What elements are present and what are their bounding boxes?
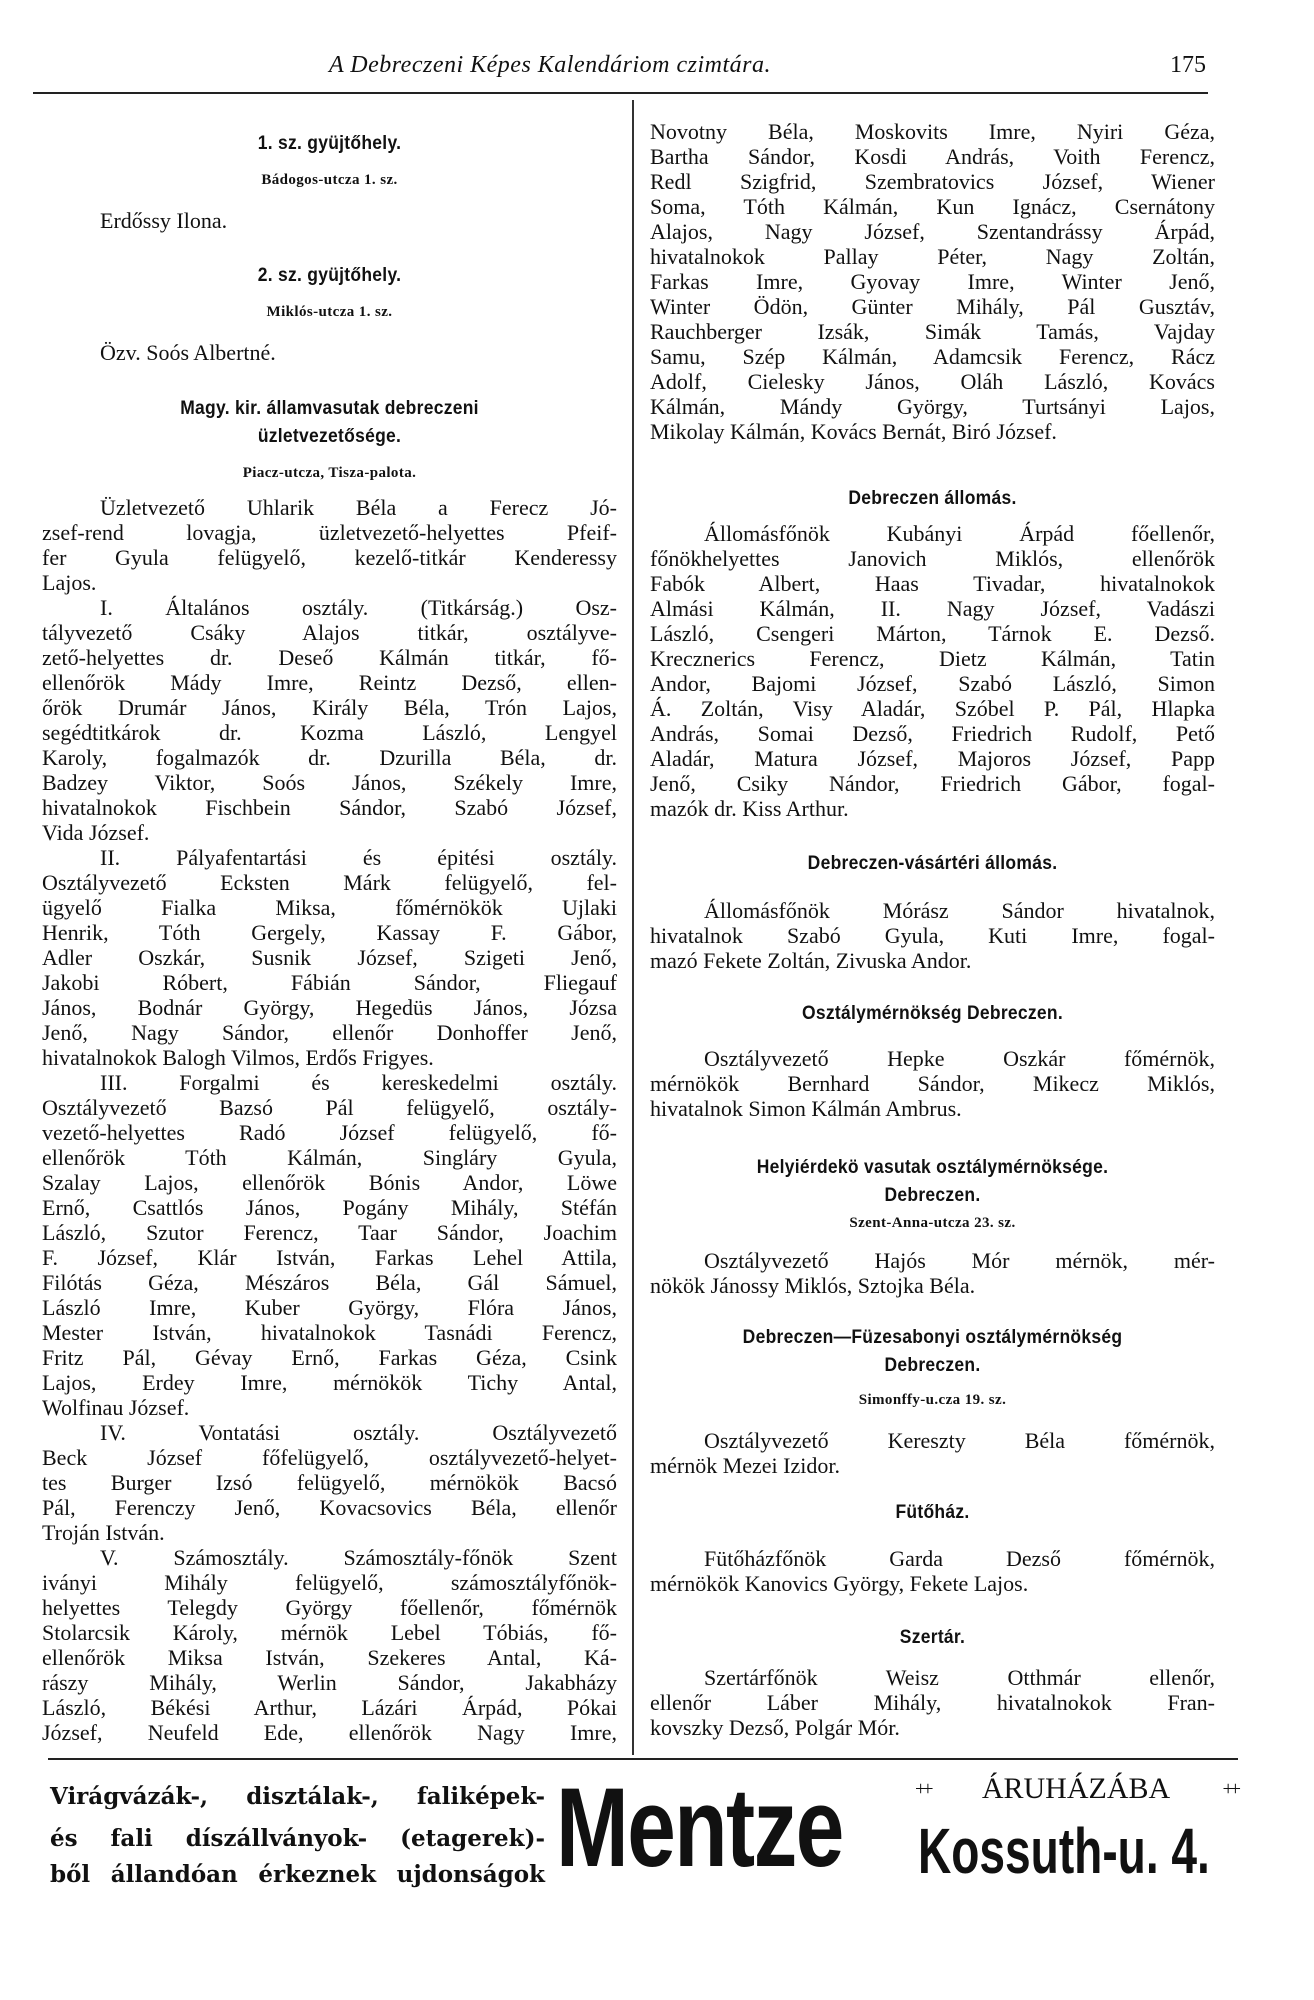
body-text-line: IV. Vontatási osztály. Osztályvezető xyxy=(100,1420,617,1445)
left-column xyxy=(42,0,617,1760)
body-text-line: Vida József. xyxy=(42,820,150,845)
body-text-line: Osztályvezető Ecksten Márk felügyelő, fel- xyxy=(42,870,617,895)
body-text-line: Állomásfőnök Kubányi Árpád főellenőr, xyxy=(704,521,1215,546)
body-text-line: Erdőssy Ilona. xyxy=(100,208,228,233)
body-text-line: mérnökök Bernhard Sándor, Mikecz Miklós, xyxy=(650,1071,1215,1096)
body-text-line: Állomásfőnök Mórász Sándor hivatalnok, xyxy=(704,898,1215,923)
ad-text-line: Virágvázák-, disztálak-, faliképek- xyxy=(50,1783,545,1810)
ad-address: Kossuth-u. 4. xyxy=(918,1815,1210,1887)
body-text-line: rászy Mihály, Werlin Sándor, Jakabházy xyxy=(42,1670,617,1695)
body-text-line: nökök Jánossy Miklós, Sztojka Béla. xyxy=(650,1273,976,1298)
body-text-line: Osztályvezető Kereszty Béla főmérnök, xyxy=(704,1428,1215,1453)
body-text-line: Mikolay Kálmán, Kovács Bernát, Biró József. xyxy=(650,419,1057,444)
body-text-line: II. Pályafentartási és épitési osztály. xyxy=(100,845,617,870)
body-text-line: Osztályvezető Hepke Oszkár főmérnök, xyxy=(704,1046,1215,1071)
section-heading: Osztálymérnökség Debreczen. xyxy=(801,1003,1064,1024)
section-heading: Debreczen—Füzesabonyi osztálymérnökség xyxy=(742,1327,1123,1348)
body-text-line: Troján István. xyxy=(42,1520,165,1545)
body-text-line: hivatalnokok Balogh Vilmos, Erdős Frigyes. xyxy=(42,1045,434,1070)
body-text-line: Á. Zoltán, Visy Aladár, Szóbel P. Pál, Hlapka xyxy=(650,696,1215,721)
ornament-icon: ++ xyxy=(1222,1777,1237,1800)
page-number: 175 xyxy=(1170,52,1206,78)
ad-text-line: ből állandóan érkeznek ujdonságok xyxy=(50,1861,545,1888)
section-heading: 2. sz. gyüjtőhely. xyxy=(257,265,402,286)
section-heading: Magy. kir. államvasutak debreczeni xyxy=(180,398,479,419)
ad-text-line: és fali díszállványok- (etagerek)- xyxy=(50,1825,545,1852)
body-text-line: hivatalnokok Fischbein Sándor, Szabó József, xyxy=(42,795,617,820)
body-text-line: László, Békési Arthur, Lázári Árpád, Pókai xyxy=(42,1695,617,1720)
right-column xyxy=(650,0,1215,1760)
section-heading: Debreczen-vásártéri állomás. xyxy=(807,853,1058,874)
ornament-icon: ++ xyxy=(915,1777,930,1800)
body-text-line: tályvezető Csáky Alajos titkár, osztályve- xyxy=(42,620,617,645)
body-text-line: László Imre, Kuber György, Flóra János, xyxy=(42,1295,617,1320)
ad-brand-name: Mentze xyxy=(556,1765,843,1890)
body-text-line: főnökhelyettes Janovich Miklós, ellenőrök xyxy=(650,546,1215,571)
body-text-line: Samu, Szép Kálmán, Adamcsik Ferencz, Rácz xyxy=(650,344,1215,369)
section-heading: Helyiérdekö vasutak osztálymérnöksége. xyxy=(756,1157,1109,1178)
body-text-line: Stolarcsik Károly, mérnök Lebel Tóbiás, fő- xyxy=(42,1620,617,1645)
body-text-line: Özv. Soós Albertné. xyxy=(100,340,276,365)
body-text-line: Rauchberger Izsák, Simák Tamás, Vajday xyxy=(650,319,1215,344)
body-text-line: Szalay Lajos, ellenőrök Bónis Andor, Löwe xyxy=(42,1170,617,1195)
body-text-line: hivatalnok Simon Kálmán Ambrus. xyxy=(650,1096,962,1121)
body-text-line: Badzey Viktor, Soós János, Székely Imre, xyxy=(42,770,617,795)
body-text-line: Mester István, hivatalnokok Tasnádi Ferencz, xyxy=(42,1320,617,1345)
body-text-line: László, Szutor Ferencz, Taar Sándor, Joachim xyxy=(42,1220,617,1245)
body-text-line: Ernő, Csattlós János, Pogány Mihály, Stéfán xyxy=(42,1195,617,1220)
section-address: Szent-Anna-utcza 23. sz. xyxy=(849,1215,1016,1231)
body-text-line: Almási Kálmán, II. Nagy József, Vadászi xyxy=(650,596,1215,621)
section-heading: 1. sz. gyüjtőhely. xyxy=(257,133,402,154)
body-text-line: F. József, Klár István, Farkas Lehel Attila, xyxy=(42,1245,617,1270)
ad-store-label: ÁRUHÁZÁBA xyxy=(981,1772,1171,1805)
body-text-line: József, Neufeld Ede, ellenőrök Nagy Imre, xyxy=(42,1720,617,1745)
body-text-line: mérnökök Kanovics György, Fekete Lajos. xyxy=(650,1571,1029,1596)
body-text-line: Redl Szigfrid, Szembratovics József, Wiener xyxy=(650,169,1215,194)
body-text-line: segédtitkárok dr. Kozma László, Lengyel xyxy=(42,720,617,745)
body-text-line: I. Általános osztály. (Titkárság.) Osz- xyxy=(100,595,617,620)
body-text-line: őrök Drumár János, Király Béla, Trón Lajos, xyxy=(42,695,617,720)
body-text-line: János, Bodnár György, Hegedüs János, Józsa xyxy=(42,995,617,1020)
column-divider xyxy=(632,100,634,1755)
section-address: Miklós-utcza 1. sz. xyxy=(266,304,393,320)
body-text-line: helyettes Telegdy György főellenőr, főmérnök xyxy=(42,1595,617,1620)
body-text-line: András, Somai Dezső, Friedrich Rudolf, Pető xyxy=(650,721,1215,746)
advertisement-rule xyxy=(48,1758,1238,1760)
body-text-line: mazó Fekete Zoltán, Zivuska Andor. xyxy=(650,948,972,973)
section-heading: Debreczen állomás. xyxy=(848,488,1017,509)
body-text-line: mérnök Mezei Izidor. xyxy=(650,1453,840,1478)
body-text-line: Adler Oszkár, Susnik József, Szigeti Jenő, xyxy=(42,945,617,970)
body-text-line: Fritz Pál, Gévay Ernő, Farkas Géza, Csink xyxy=(42,1345,617,1370)
body-text-line: Henrik, Tóth Gergely, Kassay F. Gábor, xyxy=(42,920,617,945)
body-text-line: vezető-helyettes Radó József felügyelő, fő- xyxy=(42,1120,617,1145)
section-heading: Szertár. xyxy=(899,1627,966,1648)
body-text-line: Lajos, Erdey Imre, mérnökök Tichy Antal, xyxy=(42,1370,617,1395)
body-text-line: hivatalnokok Pallay Péter, Nagy Zoltán, xyxy=(650,244,1215,269)
running-title: A Debreczeni Képes Kalendáriom czimtára. xyxy=(329,52,771,78)
body-text-line: ellenőrök Tóth Kálmán, Singláry Gyula, xyxy=(42,1145,617,1170)
body-text-line: Adolf, Cielesky János, Oláh László, Kovács xyxy=(650,369,1215,394)
body-text-line: Aladár, Matura József, Majoros József, Papp xyxy=(650,746,1215,771)
section-heading: Debreczen. xyxy=(884,1355,981,1376)
body-text-line: Filótás Géza, Mészáros Béla, Gál Sámuel, xyxy=(42,1270,617,1295)
body-text-line: Pál, Ferenczy Jenő, Kovacsovics Béla, ellenőr xyxy=(42,1495,617,1520)
body-text-line: Üzletvezető Uhlarik Béla a Ferecz Jó- xyxy=(100,495,617,520)
section-address: Bádogos-utcza 1. sz. xyxy=(261,172,398,188)
body-text-line: Winter Ödön, Günter Mihály, Pál Gusztáv, xyxy=(650,294,1215,319)
body-text-line: Soma, Tóth Kálmán, Kun Ignácz, Csernátony xyxy=(650,194,1215,219)
section-heading: Debreczen. xyxy=(884,1185,981,1206)
body-text-line: Szertárfőnök Weisz Otthmár ellenőr, xyxy=(704,1665,1215,1690)
section-address: Piacz-utcza, Tisza-palota. xyxy=(242,465,417,481)
body-text-line: tes Burger Izsó felügyelő, mérnökök Bacsó xyxy=(42,1470,617,1495)
body-text-line: hivatalnok Szabó Gyula, Kuti Imre, fogal- xyxy=(650,923,1215,948)
body-text-line: kovszky Dezső, Polgár Mór. xyxy=(650,1715,900,1740)
body-text-line: Fabók Albert, Haas Tivadar, hivatalnokok xyxy=(650,571,1215,596)
body-text-line: Osztályvezető Bazsó Pál felügyelő, osztály- xyxy=(42,1095,617,1120)
body-text-line: Wolfinau József. xyxy=(42,1395,190,1420)
body-text-line: zsef-rend lovagja, üzletvezető-helyettes Pfeif- xyxy=(42,520,617,545)
body-text-line: ellenőrök Mády Imre, Reintz Dezső, ellen- xyxy=(42,670,617,695)
body-text-line: fer Gyula felügyelő, kezelő-titkár Kenderessy xyxy=(42,545,617,570)
body-text-line: Kálmán, Mándy György, Turtsányi Lajos, xyxy=(650,394,1215,419)
body-text-line: iványi Mihály felügyelő, számosztályfőnök- xyxy=(42,1570,617,1595)
body-text-line: Lajos. xyxy=(42,570,97,595)
ad-store-label-row xyxy=(915,1772,1237,1806)
body-text-line: Andor, Bajomi József, Szabó László, Simon xyxy=(650,671,1215,696)
section-heading: üzletvezetősége. xyxy=(257,426,402,447)
body-text-line: Osztályvezető Hajós Mór mérnök, mér- xyxy=(704,1248,1215,1273)
body-text-line: Beck József főfelügyelő, osztályvezető-helyet- xyxy=(42,1445,617,1470)
body-text-line: ellenőrök Miksa István, Szekeres Antal, Ká- xyxy=(42,1645,617,1670)
body-text-line: Jakobi Róbert, Fábián Sándor, Fliegauf xyxy=(42,970,617,995)
section-heading: Fütőház. xyxy=(895,1502,970,1523)
body-text-line: Jenő, Nagy Sándor, ellenőr Donhoffer Jenő, xyxy=(42,1020,617,1045)
body-text-line: Novotny Béla, Moskovits Imre, Nyiri Géza, xyxy=(650,119,1215,144)
body-text-line: zető-helyettes dr. Deseő Kálmán titkár, fő- xyxy=(42,645,617,670)
body-text-line: László, Csengeri Márton, Tárnok E. Dezső. xyxy=(650,621,1215,646)
body-text-line: Karoly, fogalmazók dr. Dzurilla Béla, dr. xyxy=(42,745,617,770)
body-text-line: Farkas Imre, Gyovay Imre, Winter Jenő, xyxy=(650,269,1215,294)
section-address: Simonffy-u.cza 19. sz. xyxy=(858,1392,1007,1408)
body-text-line: ügyelő Fialka Miksa, főmérnökök Ujlaki xyxy=(42,895,617,920)
body-text-line: Alajos, Nagy József, Szentandrássy Árpád, xyxy=(650,219,1215,244)
body-text-line: Krecznerics Ferencz, Dietz Kálmán, Tatin xyxy=(650,646,1215,671)
body-text-line: ellenőr Láber Mihály, hivatalnokok Fran- xyxy=(650,1690,1215,1715)
body-text-line: Fütőházfőnök Garda Dezső főmérnök, xyxy=(704,1546,1215,1571)
body-text-line: III. Forgalmi és kereskedelmi osztály. xyxy=(100,1070,617,1095)
body-text-line: Jenő, Csiky Nándor, Friedrich Gábor, fogal- xyxy=(650,771,1215,796)
body-text-line: mazók dr. Kiss Arthur. xyxy=(650,796,849,821)
body-text-line: Bartha Sándor, Kosdi András, Voith Ferencz, xyxy=(650,144,1215,169)
body-text-line: V. Számosztály. Számosztály-főnök Szent xyxy=(100,1545,617,1570)
